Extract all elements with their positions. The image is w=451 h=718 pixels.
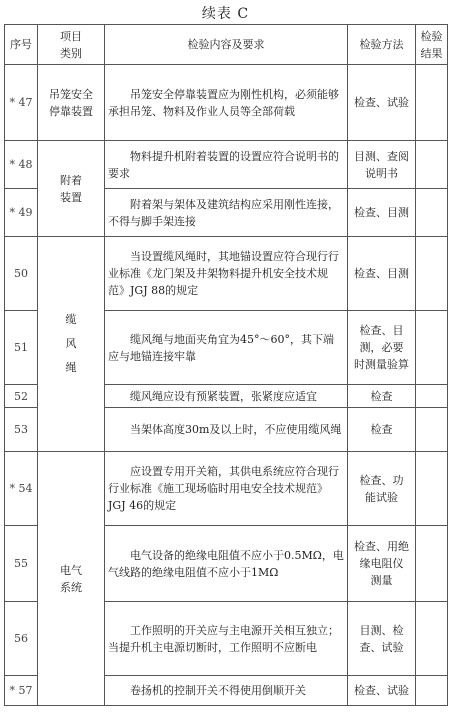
method-cell: 目测、查阅 说明书	[348, 141, 416, 189]
method-cell: 检查	[348, 408, 416, 452]
result-cell	[416, 65, 448, 141]
requirement-cell: 工作照明的开关应与主电源开关相互独立；当提升机主电源切断时，工作照明不应断电	[105, 602, 348, 676]
requirement-cell: 物料提升机附着装置的设置应符合说明书的要求	[105, 141, 348, 189]
category-cell: 电气 系统	[38, 452, 105, 706]
category-cell: 附着 装置	[38, 141, 105, 237]
row-number: * 47	[5, 65, 38, 141]
method-cell: 检查、试验	[348, 65, 416, 141]
table-row	[5, 452, 448, 526]
table-title: 续表 C	[201, 6, 250, 22]
result-cell	[416, 385, 448, 408]
result-cell	[416, 676, 448, 706]
requirement-cell: 附着架与架体及建筑结构应采用刚性连接，不得与脚手架连接	[105, 189, 348, 237]
method-cell: 目测、检 查、试验	[348, 602, 416, 676]
result-cell	[416, 189, 448, 237]
header-item: 项目 类别	[38, 25, 105, 65]
row-number: * 48	[5, 141, 38, 189]
row-number: 52	[5, 385, 38, 408]
result-cell	[416, 311, 448, 385]
requirement-cell: 应设置专用开关箱，其供电系统应符合现行行业标准《施工现场临时用电安全技术规范》JGJ 46的规定	[105, 452, 348, 526]
requirement-cell: 卷扬机的控制开关不得使用倒顺开关	[105, 676, 348, 706]
header-row	[5, 25, 448, 65]
result-cell	[416, 141, 448, 189]
requirement-cell: 电气设备的绝缘电阻值不应小于0.5MΩ，电气线路的绝缘电阻值不应小于1MΩ	[105, 526, 348, 602]
result-cell	[416, 526, 448, 602]
row-number: 56	[5, 602, 38, 676]
method-cell: 检查、用绝 缘电阻仪 测量	[348, 526, 416, 602]
method-cell: 检查、试验	[348, 676, 416, 706]
result-cell	[416, 602, 448, 676]
table-row	[5, 141, 448, 189]
row-number: 50	[5, 237, 38, 311]
table-row	[5, 237, 448, 311]
method-cell: 检查、目 测，必要 时测量验算	[348, 311, 416, 385]
header-no: 序号	[5, 25, 38, 65]
header-requirement: 检验内容及要求	[105, 25, 348, 65]
row-number: * 49	[5, 189, 38, 237]
method-cell: 检查、功 能试验	[348, 452, 416, 526]
requirement-cell: 缆风绳应设有预紧装置，张紧度应适宜	[105, 385, 348, 408]
header-method: 检验方法	[348, 25, 416, 65]
row-number: 55	[5, 526, 38, 602]
row-number: 51	[5, 311, 38, 385]
requirement-cell: 吊笼安全停靠装置应为刚性机构，必须能够承担吊笼、物料及作业人员等全部荷载	[105, 65, 348, 141]
method-cell: 检查	[348, 385, 416, 408]
requirement-cell: 当设置缆风绳时，其地锚设置应符合现行行业标准《龙门架及井架物料提升机安全技术规范》JGJ 88的规定	[105, 237, 348, 311]
row-number: 53	[5, 408, 38, 452]
requirement-cell: 缆风绳与地面夹角宜为45°～60°，其下端应与地锚连接牢靠	[105, 311, 348, 385]
method-cell: 检查、目测	[348, 237, 416, 311]
table-row	[5, 65, 448, 141]
inspection-table	[4, 24, 448, 706]
result-cell	[416, 408, 448, 452]
result-cell	[416, 237, 448, 311]
method-cell: 检查、目测	[348, 189, 416, 237]
row-number: * 54	[5, 452, 38, 526]
result-cell	[416, 452, 448, 526]
requirement-cell: 当架体高度30m及以上时，不应使用缆风绳	[105, 408, 348, 452]
category-cell: 缆 风 绳	[38, 237, 105, 452]
header-result: 检验 结果	[416, 25, 448, 65]
category-cell: 吊笼安全 停靠装置	[38, 65, 105, 141]
row-number: * 57	[5, 676, 38, 706]
